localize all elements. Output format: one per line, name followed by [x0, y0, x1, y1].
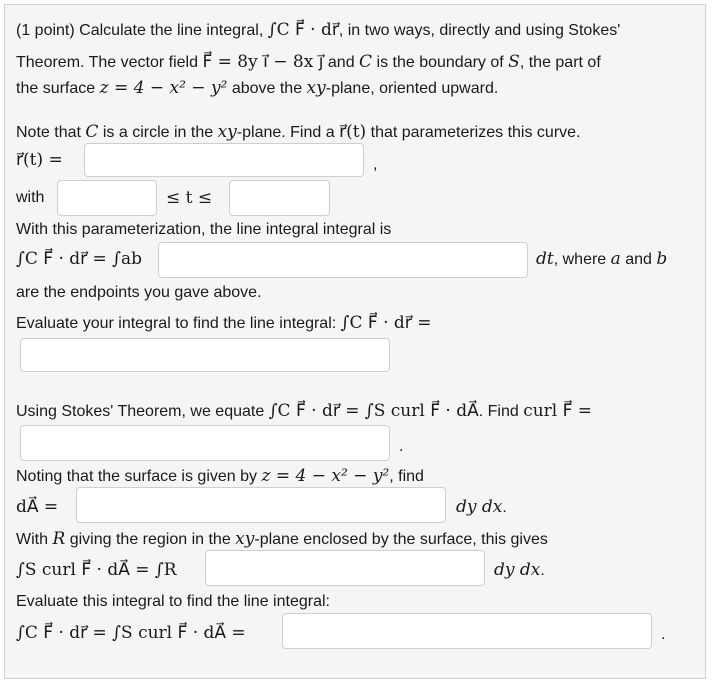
line-integral-input[interactable]	[20, 338, 390, 372]
problem-line-1	[16, 20, 620, 41]
endpoints-text: are the endpoints you gave above.	[16, 284, 262, 301]
surface-integral-label: ∫S curl F⃗ · dA⃗ = ∫R	[16, 560, 177, 580]
noting-text: Noting that the surface is given by	[16, 468, 258, 485]
theorem-text: Theorem. The vector field	[16, 54, 199, 71]
and-label: and	[625, 251, 652, 268]
evaluate-integral-symbol: ∫C F⃗ · dr⃗ =	[340, 313, 432, 333]
note-text-c: -plane. Find a	[236, 124, 335, 141]
curl-period: .	[399, 438, 404, 455]
xy-symbol-note: xy	[217, 122, 237, 142]
evaluate-line	[16, 313, 431, 334]
points-label: (1 point)	[16, 22, 75, 39]
stokes-text: Using Stokes' Theorem, we equate	[16, 403, 265, 420]
line-integral-symbol: ∫C F⃗ · dr⃗	[267, 20, 339, 40]
note-text-b: is a circle in the	[102, 124, 214, 141]
a-symbol: a	[610, 249, 621, 269]
boundary-text: is the boundary of	[376, 54, 504, 71]
dydx-label: dy dx	[456, 497, 503, 517]
intro-text: Calculate the line integral,	[79, 22, 264, 39]
vector-field-equation: F⃗ = 8y i⃗ − 8x j⃗	[202, 52, 324, 72]
rt-comma: ,	[373, 156, 378, 173]
oriented-text: -plane, oriented upward.	[325, 80, 499, 97]
dt-suffix	[536, 249, 667, 270]
find-text: . Find	[478, 403, 519, 420]
t-range-label: ≤ t ≤	[166, 188, 213, 208]
t-lower-input[interactable]	[57, 180, 157, 216]
note-line	[16, 122, 581, 143]
dA-dydx	[456, 497, 507, 518]
final-label: ∫C F⃗ · dr⃗ = ∫S curl F⃗ · dA⃗ =	[16, 623, 246, 643]
curl-label: curl F⃗ =	[523, 401, 593, 421]
withR-line	[16, 529, 548, 550]
surface-integrand-input[interactable]	[205, 550, 485, 586]
problem-line-3	[16, 78, 498, 99]
dA-input[interactable]	[76, 487, 446, 523]
withR-text-b: giving the region in the	[69, 531, 231, 548]
final-period: .	[661, 626, 666, 643]
b-symbol: b	[656, 249, 668, 269]
above-text: above the	[231, 80, 303, 97]
curl-input[interactable]	[20, 425, 390, 461]
dydx-label-2: dy dx	[494, 560, 541, 580]
dydx-period: .	[502, 499, 507, 516]
part-of-text: , the part of	[519, 54, 601, 71]
problem-line-2	[16, 52, 601, 73]
xy-symbol-R: xy	[235, 529, 255, 549]
rt-label: r⃗(t) =	[16, 150, 63, 170]
dA-label: dA⃗ =	[16, 497, 59, 517]
surface-text: the surface	[16, 80, 96, 97]
rt-input[interactable]	[84, 143, 364, 177]
rt-symbol: r⃗(t)	[339, 122, 367, 142]
surface-dydx	[494, 560, 545, 581]
param-text: With this parameterization, the line integral integral is	[16, 221, 392, 238]
R-symbol: R	[52, 529, 66, 549]
find-text-2: , find	[389, 468, 424, 485]
noting-line	[16, 466, 424, 487]
surface-S: S	[508, 52, 520, 72]
where-text: , where	[553, 251, 607, 268]
stokes-line	[16, 401, 592, 422]
dydx-period-2: .	[540, 562, 545, 579]
surface-equation-2: z = 4 − x² − y²	[261, 466, 390, 486]
and-text: and	[327, 54, 355, 71]
note-text-a: Note that	[16, 124, 81, 141]
intro-text-2: , in two ways, directly and using Stokes'	[338, 22, 621, 39]
eval-text: Evaluate this integral to find the line integral:	[16, 593, 330, 610]
stokes-equation: ∫C F⃗ · dr⃗ = ∫S curl F⃗ · dA⃗	[268, 401, 479, 421]
integrand-input[interactable]	[158, 242, 528, 278]
note-text-d: that parameterizes this curve.	[370, 124, 581, 141]
final-answer-input[interactable]	[282, 613, 652, 649]
with-label: with	[16, 189, 45, 206]
dt-label: dt	[536, 249, 554, 269]
evaluate-text: Evaluate your integral to find the line integral:	[16, 315, 337, 332]
t-upper-input[interactable]	[229, 180, 330, 216]
integral-a-b-label: ∫C F⃗ · dr⃗ = ∫ab	[16, 249, 143, 269]
withR-text: With	[16, 531, 48, 548]
withR-text-c: -plane enclosed by the surface, this gives	[254, 531, 548, 548]
curve-C-note: C	[85, 122, 99, 142]
problem-panel	[4, 4, 706, 679]
xy-symbol: xy	[306, 78, 326, 98]
curve-C: C	[359, 52, 373, 72]
surface-equation: z = 4 − x² − y²	[99, 78, 228, 98]
